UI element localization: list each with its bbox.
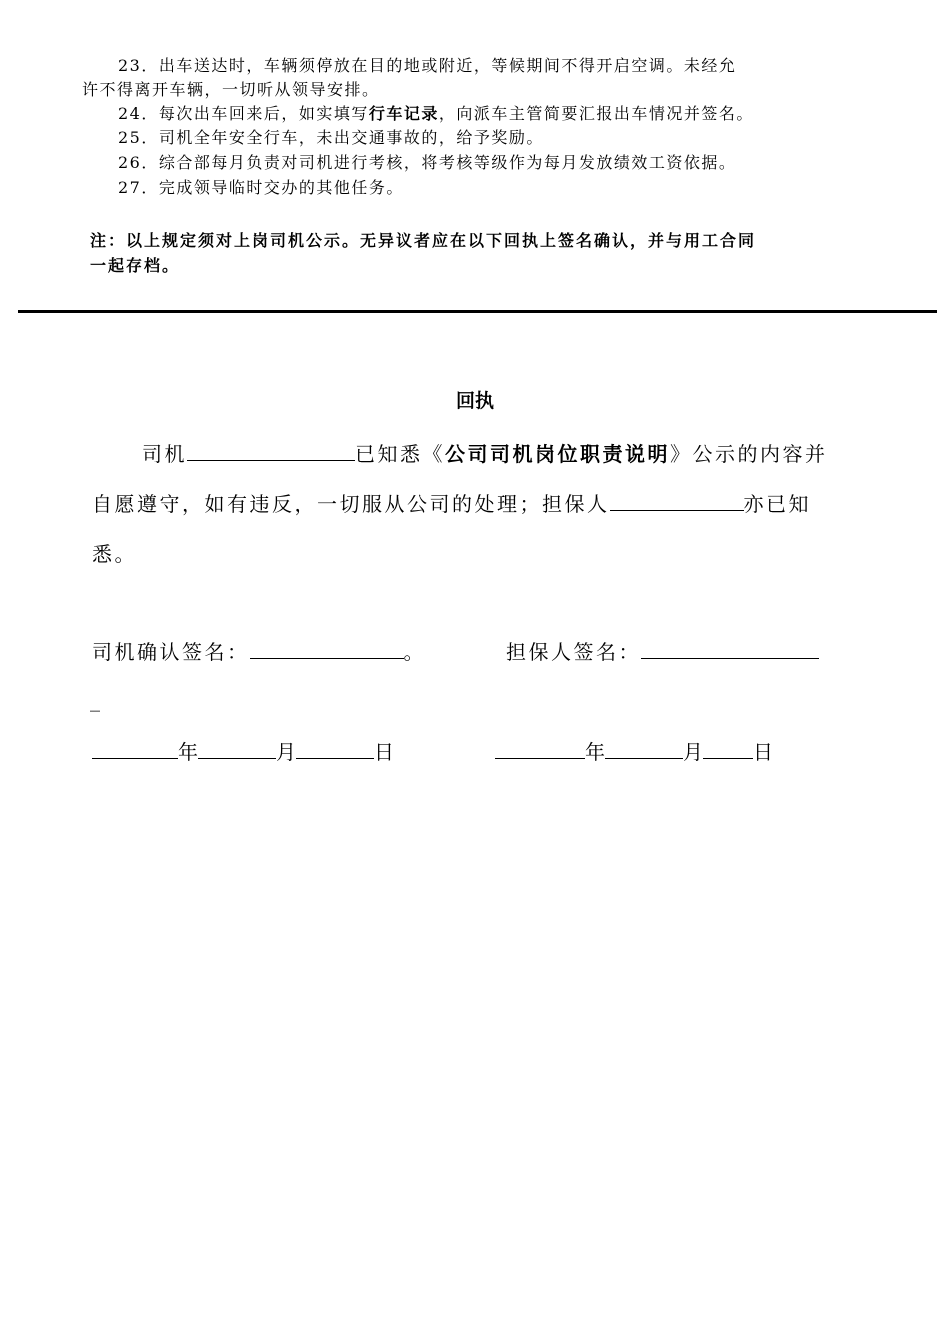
guarantor-year-blank[interactable] <box>495 738 585 759</box>
driver-month-blank[interactable] <box>198 738 276 759</box>
driver-signature-blank[interactable] <box>250 638 404 659</box>
guarantor-name-blank[interactable] <box>610 490 744 511</box>
guarantor-month-blank[interactable] <box>605 738 683 759</box>
day-label: 日 <box>374 740 394 764</box>
driver-day-blank[interactable] <box>296 738 374 759</box>
guarantor-day-blank[interactable] <box>703 738 753 759</box>
guarantor-sign-label: 担保人签名： <box>506 640 641 664</box>
rule-26: 26．综合部每月负责对司机进行考核，将考核等级作为每月发放绩效工资依据。 <box>118 153 737 172</box>
document-name: 公司司机岗位职责说明 <box>445 442 670 466</box>
day-label: 日 <box>753 740 773 764</box>
month-label: 月 <box>683 740 703 764</box>
note-line2: 一起存档。 <box>90 256 181 275</box>
line1-tail: 》公示的内容并 <box>670 442 828 466</box>
rule-23-line1: 23．出车送达时，车辆须停放在目的地或附近，等候期间不得开启空调。未经允 <box>118 56 737 75</box>
rule-25: 25．司机全年安全行车，未出交通事故的，给予奖励。 <box>118 128 544 147</box>
acknowledge-text: 已知悉《 <box>355 442 445 466</box>
rule-24-post: ，向派车主管简要汇报出车情况并签名。 <box>438 104 754 123</box>
month-label: 月 <box>276 740 296 764</box>
driver-date-row <box>92 736 394 765</box>
section-divider <box>18 310 937 313</box>
guarantor-signature-row <box>506 636 819 665</box>
driver-label: 司机 <box>142 442 187 466</box>
driver-year-blank[interactable] <box>92 738 178 759</box>
year-label: 年 <box>178 740 198 764</box>
driver-signature-row <box>92 636 426 665</box>
rule-24-pre: 24．每次出车回来后，如实填写 <box>118 104 369 123</box>
receipt-paragraph-line2 <box>92 488 811 517</box>
stray-underscore: _ <box>90 688 103 712</box>
rule-24 <box>118 102 754 126</box>
receipt-paragraph-line1 <box>142 438 828 467</box>
driving-record-term: 行车记录 <box>368 104 439 123</box>
receipt-title: 回执 <box>455 390 494 412</box>
guarantor-date-row <box>495 736 773 765</box>
rule-23-line2: 许不得离开车辆，一切听从领导安排。 <box>82 80 380 99</box>
driver-name-blank[interactable] <box>187 440 355 461</box>
line2-head: 自愿遵守，如有违反，一切服从公司的处理；担保人 <box>92 492 610 516</box>
receipt-paragraph-line3: 悉。 <box>92 542 137 566</box>
driver-sign-end: 。 <box>403 640 426 664</box>
year-label: 年 <box>585 740 605 764</box>
line2-tail: 亦已知 <box>743 492 811 516</box>
rule-27: 27．完成领导临时交办的其他任务。 <box>118 178 404 197</box>
guarantor-signature-blank[interactable] <box>641 638 819 659</box>
driver-sign-label: 司机确认签名： <box>92 640 250 664</box>
note-line1: 注：以上规定须对上岗司机公示。无异议者应在以下回执上签名确认，并与用工合同 <box>90 231 757 250</box>
publication-note <box>90 228 870 278</box>
